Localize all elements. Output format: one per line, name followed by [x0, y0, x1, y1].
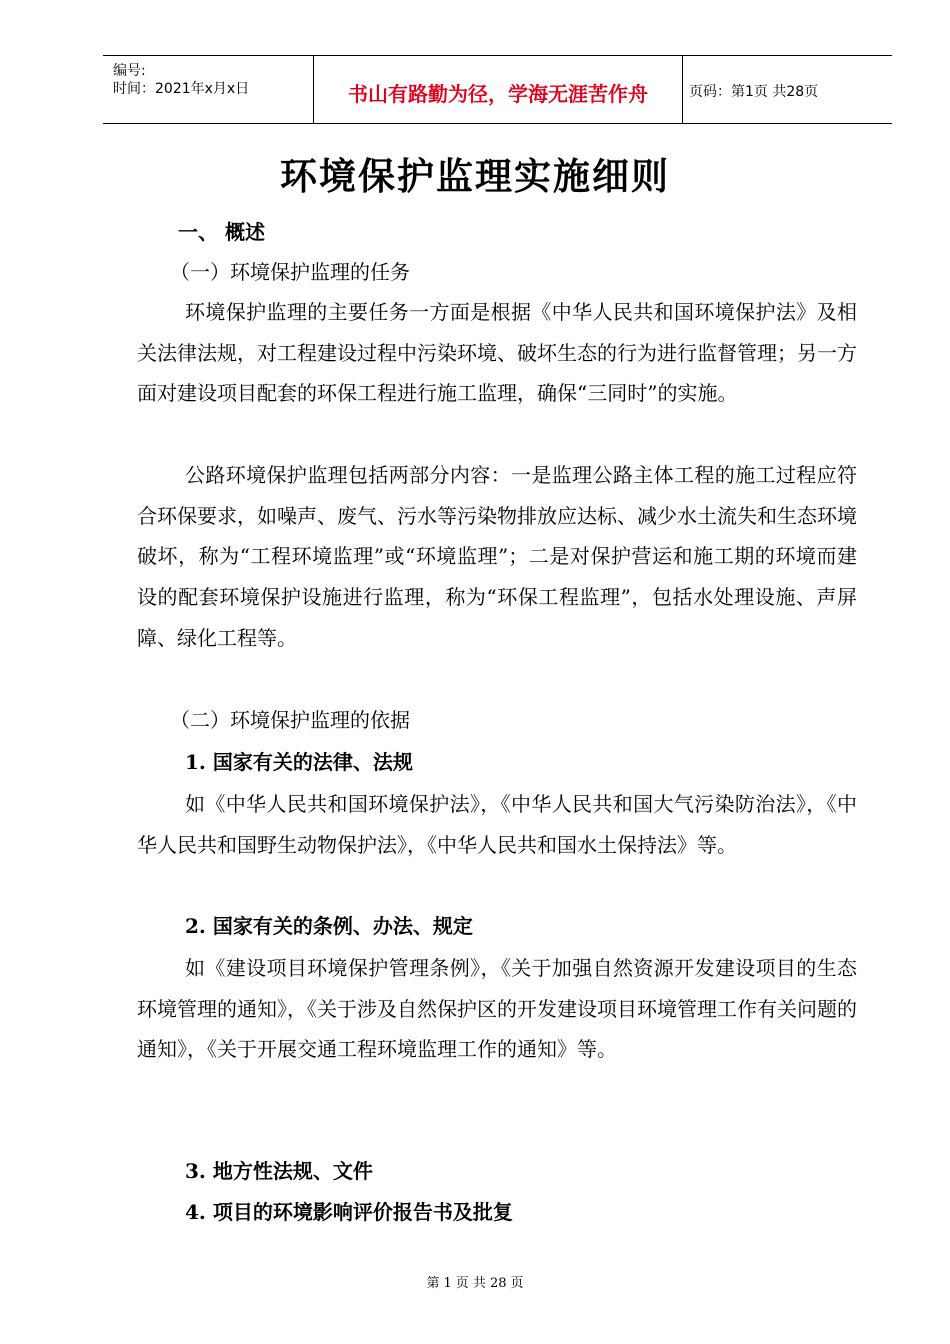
subsection-heading-basis: （二）环境保护监理的依据: [170, 708, 410, 732]
footer-mid: 页 共: [455, 1276, 486, 1291]
page-label: 页码：第1页 共28页: [689, 84, 819, 100]
page-footer: [0, 1272, 950, 1291]
header-page-cell: [683, 56, 892, 123]
footer-prefix: 第: [426, 1276, 440, 1291]
page-header: [103, 55, 892, 124]
heading-regulations: 2. 国家有关的条例、办法、规定: [185, 914, 473, 938]
paragraph-tasks: 环境保护监理的主要任务一方面是根据《中华人民共和国环境保护法》及相关法律法规，对工程建设过程中污染环境、破坏生态的行为进行监督管理；另一方面对建设项目配套的环保工程进行施工监理，确保“三同时”的实施。: [137, 300, 857, 406]
subsection-heading-tasks: （一）环境保护监理的任务: [170, 260, 410, 284]
header-meta: [103, 56, 314, 123]
paragraph-laws: 如《中华人民共和国环境保护法》，《中华人民共和国大气污染防治法》，《中华人民共和国野生动物保护法》，《中华人民共和国水土保持法》等。: [137, 792, 857, 857]
footer-page: 1: [443, 1276, 452, 1291]
footer-total: 28: [489, 1276, 507, 1291]
heading-laws: 1. 国家有关的法律、法规: [185, 750, 413, 774]
time-label: 时间：2021年x月x日: [113, 81, 250, 97]
number-label: 编号:: [113, 63, 146, 79]
header-motto-cell: [314, 56, 683, 123]
paragraph-regulations: 如《建设项目环境保护管理条例》，《关于加强自然资源开发建设项目的生态环境管理的通知》，《关于涉及自然保护区的开发建设项目环境管理工作有关问题的通知》，《关于开展交通工程环境监理工作的通知》等。: [137, 956, 857, 1062]
paragraph-content: 公路环境保护监理包括两部分内容：一是监理公路主体工程的施工过程应符合环保要求，如噪声、废气、污水等污染物排放应达标、减少水土流失和生态环境破坏，称为“工程环境监理”或“环境监理”；二是对保护营运和施工期的环境而建设的配套环境保护设施进行监理，称为“环保工程监理”，包括水处理设施、声屏障、绿化工程等。: [137, 463, 857, 650]
heading-local-rules: 3. 地方性法规、文件: [185, 1159, 373, 1183]
section-heading-overview: 一、 概述: [178, 220, 265, 244]
footer-suffix: 页: [510, 1276, 524, 1291]
motto: 书山有路勤为径，学海无涯苦作舟: [348, 82, 648, 106]
document-title: 环境保护监理实施细则: [280, 154, 670, 198]
heading-eia-report: 4. 项目的环境影响评价报告书及批复: [185, 1200, 513, 1224]
